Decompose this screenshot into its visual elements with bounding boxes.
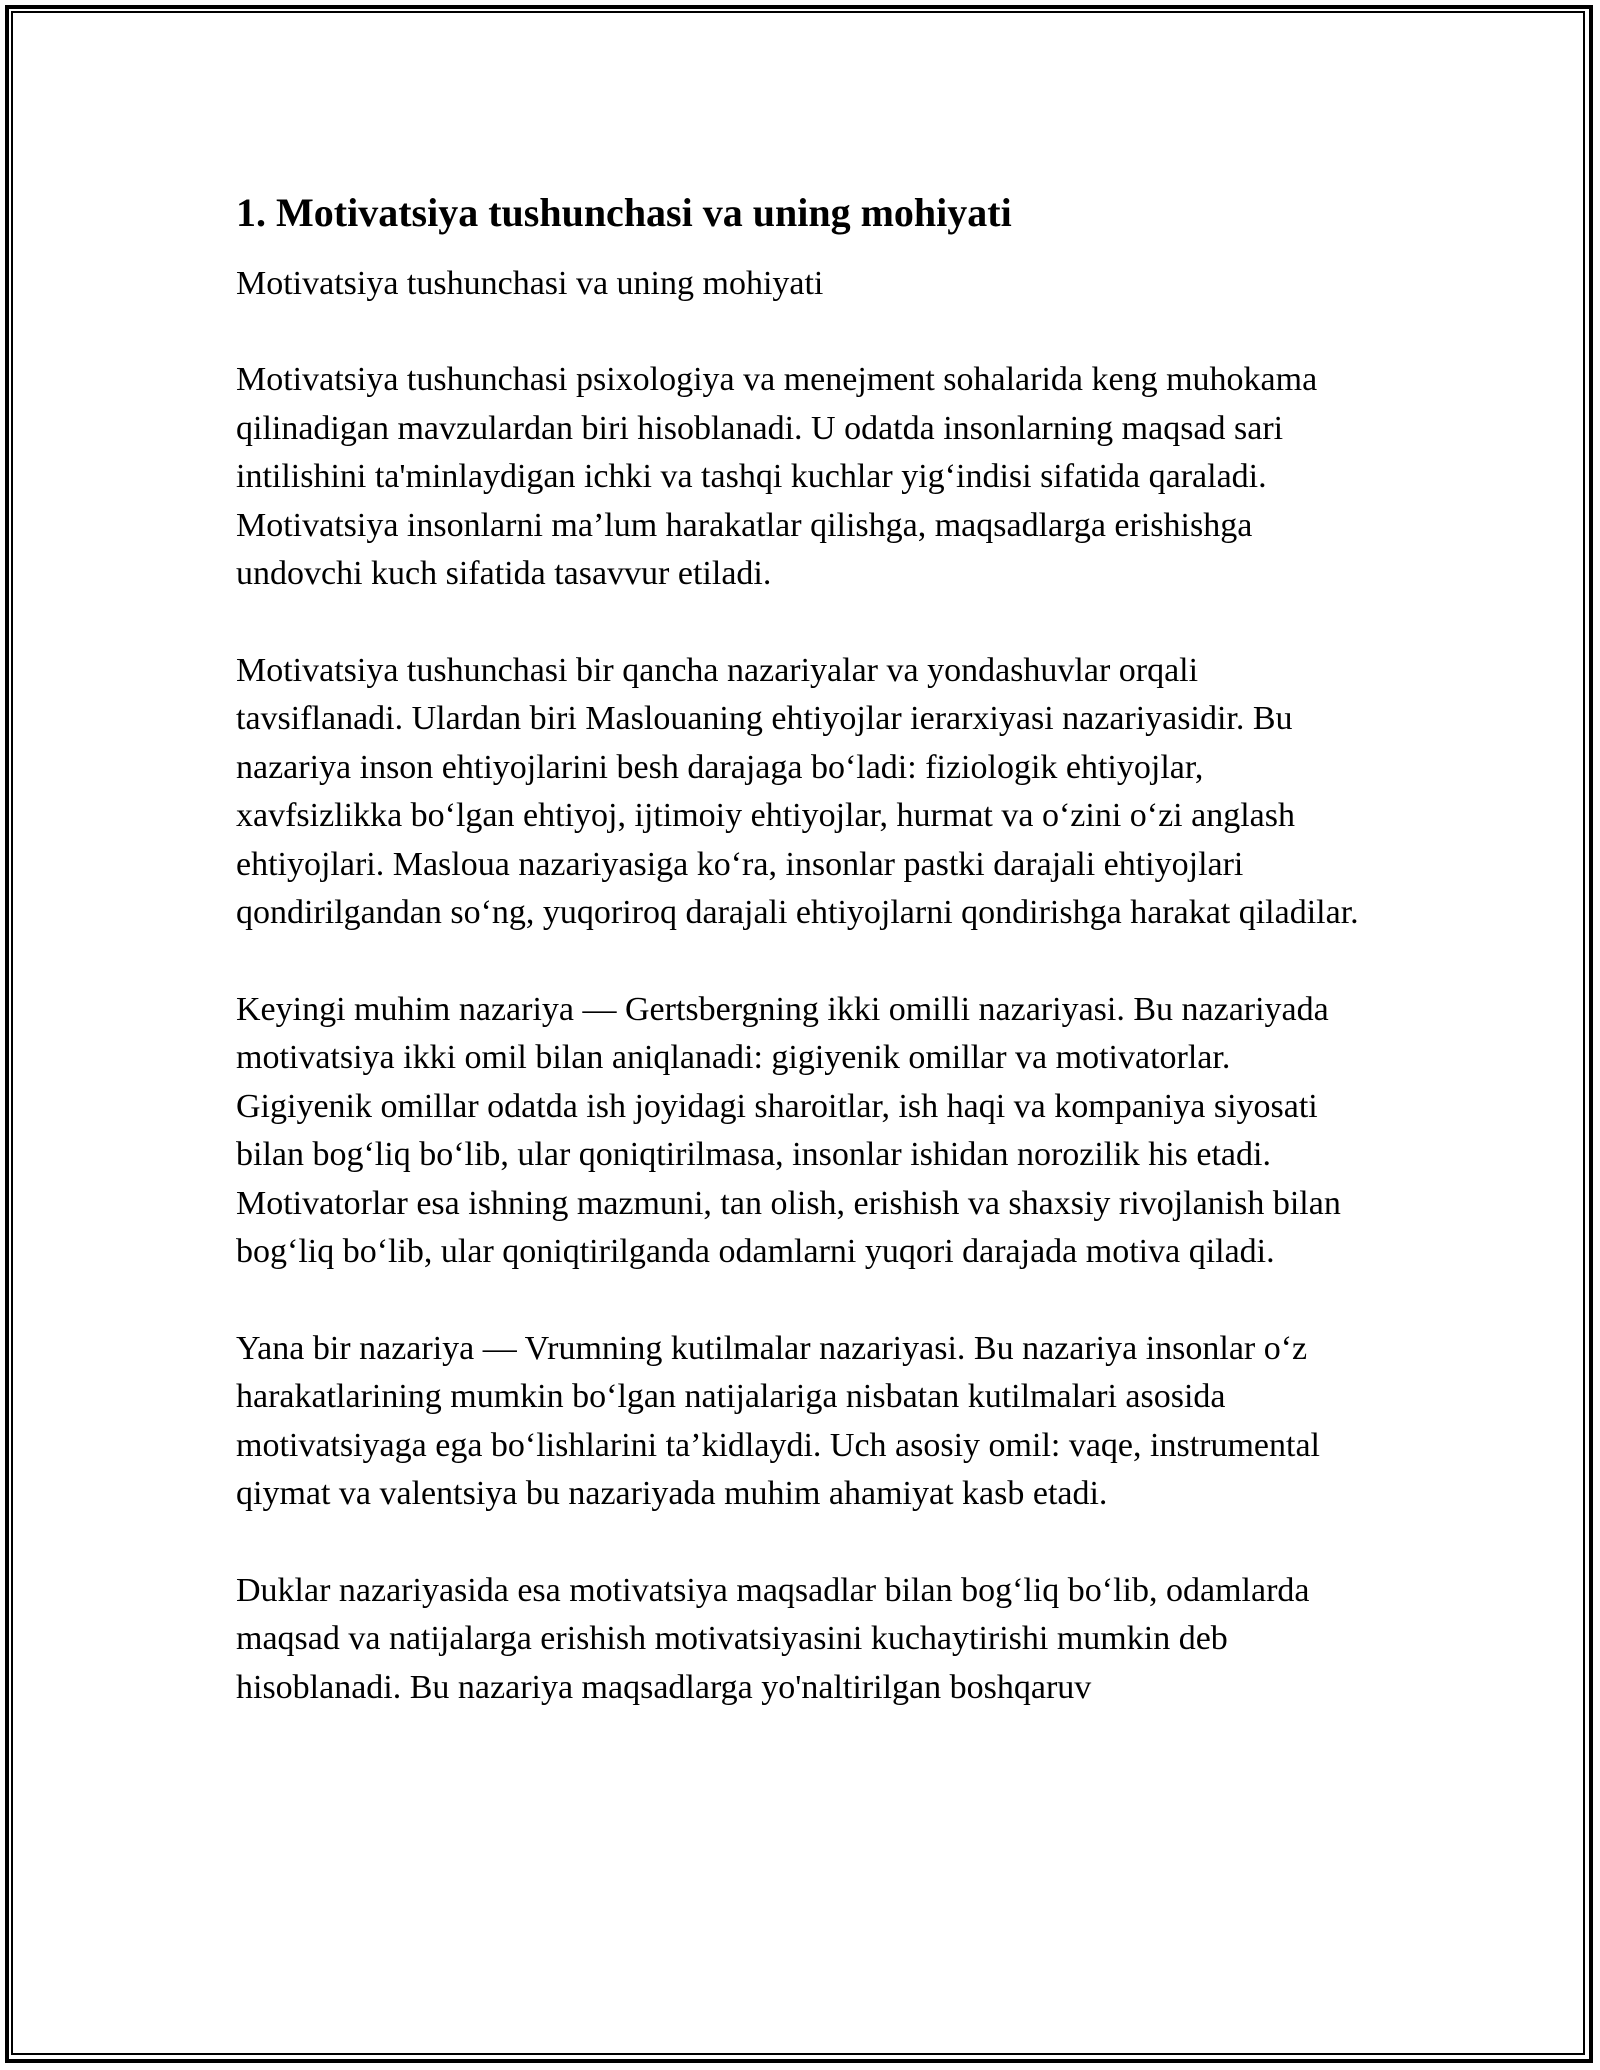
paragraph-motivation-definition: Motivatsiya tushunchasi psixologiya va menejment sohalarida keng muhokama qilinadigan mavzulardan biri hisoblanadi. U odatda insonlarning maqsad sari intilishini ta'minlaydigan ichki va tashqi kuchlar yig‘indisi sifatida qaraladi. Motivatsiya insonlarni ma’lum harakatlar qilishga, maqsadlarga erishishga undovchi kuch sifatida tasavvur etiladi. [236, 361, 1318, 592]
section-subtitle: Motivatsiya tushunchasi va uning mohiyati [236, 265, 824, 302]
paragraph-maslow-theory: Motivatsiya tushunchasi bir qancha nazariyalar va yondashuvlar orqali tavsiflanadi. Ulardan biri Maslouaning ehtiyojlar ierarxiyasi nazariyasidir. Bu nazariya inson ehtiyojlarini besh darajaga bo‘ladi: fiziologik ehtiyojlar, xavfsizlikka bo‘lgan ehtiyoj, ijtimoiy ehtiyojlar, hurmat va o‘zini o‘zi anglash ehtiyojlari. Masloua nazariyasiga ko‘ra, insonlar pastki darajali ehtiyojlari qondirilgandan so‘ng, yuqoriroq darajali ehtiyojlarni qondirishga harakat qiladilar. [236, 651, 1359, 931]
paragraph-vroom-theory: Yana bir nazariya — Vrumning kutilmalar nazariyasi. Bu nazariya insonlar o‘z harakatlarining mumkin bo‘lgan natijalariga nisbatan kutilmalari asosida motivatsiyaga ega bo‘lishlarini ta’kidlaydi. Uch asosiy omil: vaqe, instrumental qiymat va valentsiya bu nazariyada muhim ahamiyat kasb etadi. [236, 1329, 1320, 1512]
section-heading: 1. Motivatsiya tushunchasi va uning mohiyati [236, 190, 1012, 235]
paragraph-herzberg-theory: Keyingi muhim nazariya — Gertsbergning ikki omilli nazariyasi. Bu nazariyada motivatsiya ikki omil bilan aniqlanadi: gigiyenik omillar va motivatorlar. Gigiyenik omillar odatda ish joyidagi sharoitlar, ish haqi va kompaniya siyosati bilan bog‘liq bo‘lib, ular qoniqtirilmasa, insonlar ishidan norozilik his etadi. Motivatorlar esa ishning mazmuni, tan olish, erishish va shaxsiy rivojlanish bilan bog‘liq bo‘lib, ular qoniqtirilganda odamlarni yuqori darajada motiva qiladi. [236, 990, 1341, 1270]
document-body [236, 186, 1366, 1712]
paragraph-goal-theory: Duklar nazariyasida esa motivatsiya maqsadlar bilan bog‘liq bo‘lib, odamlarda maqsad va natijalarga erishish motivatsiyasini kuchaytirishi mumkin deb hisoblanadi. Bu nazariya maqsadlarga yo'naltirilgan boshqaruv [236, 1571, 1310, 1706]
